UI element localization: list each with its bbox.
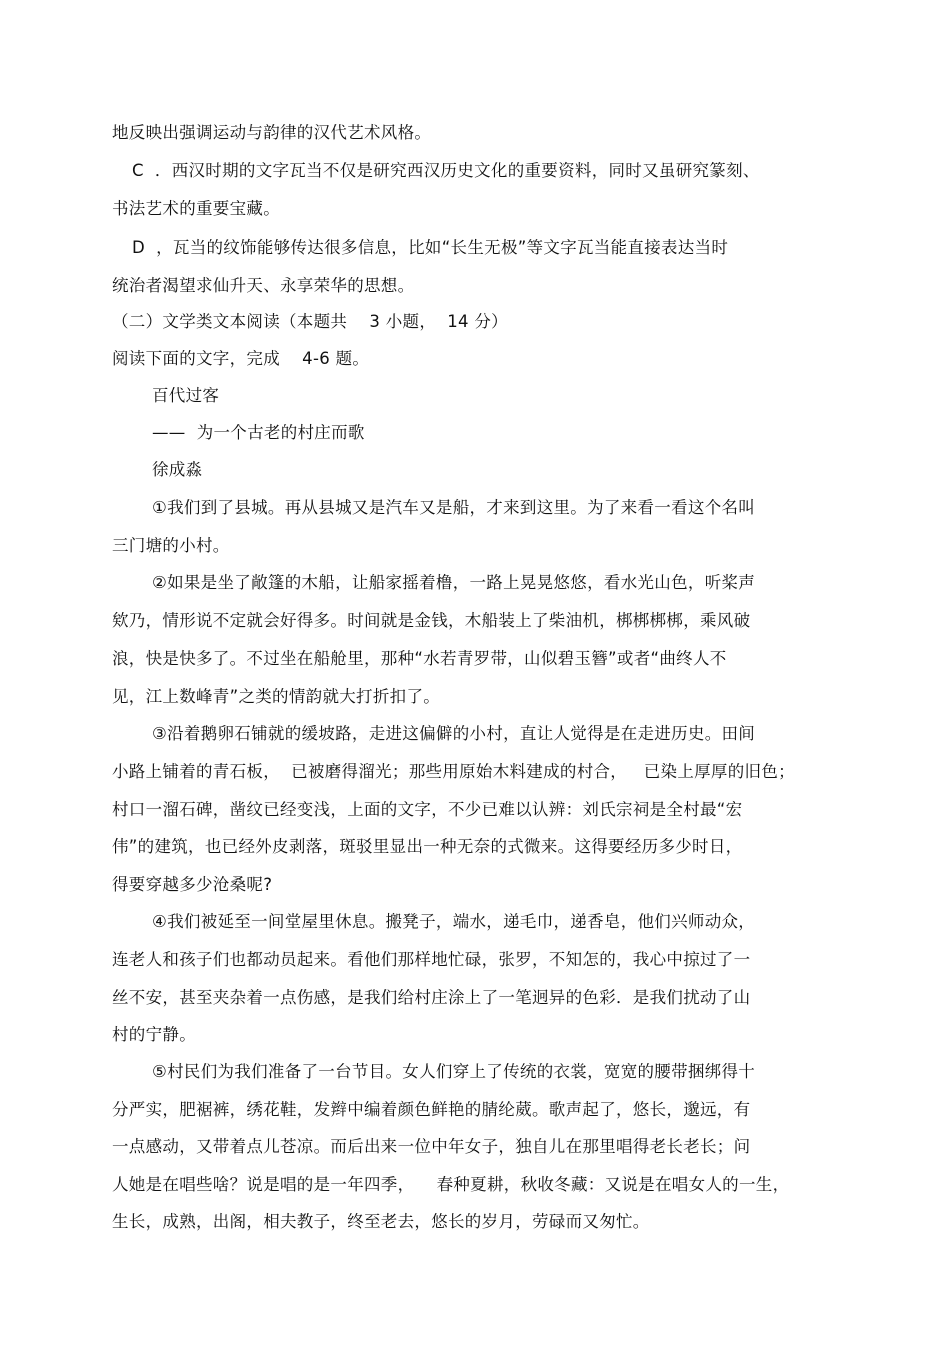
paragraph-line: 村口一溜石碑，凿纹已经变浅，上面的文字，不少已难以认辨：刘氏宗祠是全村最“宏	[112, 800, 743, 819]
paragraph-line: ④我们被延至一间堂屋里休息。搬凳子，端水，递毛巾，递香皂，他们兴师动众，	[152, 912, 756, 931]
article-subtitle: —— 为一个古老的村庄而歌	[152, 423, 365, 442]
paragraph-line: 三门塘的小村。	[112, 536, 230, 555]
article-author: 徐成淼	[152, 460, 203, 479]
text-line: 书法艺术的重要宝藏。	[112, 199, 280, 218]
paragraph-line: ②如果是坐了敞篷的木船，让船家摇着橹，一路上晃晃悠悠，看水光山色，听桨声	[152, 573, 756, 592]
paragraph-line: 浪，快是快多了。不过坐在船舱里，那种“水若青罗带，山似碧玉簪”或者“曲终人不	[112, 649, 727, 668]
paragraph-line: 生长，成熟，出阁，相夫教子，终至老去，悠长的岁月，劳碌而又匆忙。	[112, 1212, 650, 1231]
paragraph-line: 见，江上数峰青”之类的情韵就大打折扣了。	[112, 687, 441, 706]
paragraph-line: 小路上铺着的青石板， 已被磨得溜光；那些用原始木料建成的村合， 已染上厚厚的旧色；	[112, 762, 795, 781]
paragraph-line: ⑤村民们为我们准备了一台节目。女人们穿上了传统的衣裳，宽宽的腰带捆绑得十	[152, 1062, 756, 1081]
paragraph-line: ③沿着鹅卵石铺就的缓坡路，走进这偏僻的小村，直让人觉得是在走进历史。田间	[152, 724, 756, 743]
paragraph-line: 分严实，肥裾裤，绣花鞋，发辫中编着颜色鲜艳的腈纶葳。歌声起了，悠长，邈远，有	[112, 1100, 751, 1119]
paragraph-line: 伟”的建筑，也已经外皮剥落，斑驳里显出一种无奈的式微来。这得要经历多少时日，	[112, 837, 743, 856]
option-d-line: D ，瓦当的纹饰能够传达很多信息，比如“长生无极”等文字瓦当能直接表达当时	[132, 238, 729, 257]
option-c-line: C ．西汉时期的文字瓦当不仅是研究西汉历史文化的重要资料，同时又虽研究篆刻、	[132, 161, 760, 180]
paragraph-line: 连老人和孩子们也都动员起来。看他们那样地忙碌，张罗，不知怎的，我心中掠过了一	[112, 950, 751, 969]
paragraph-line: 丝不安，甚至夹杂着一点伤感，是我们给村庄涂上了一笔迥异的色彩．是我们扰动了山	[112, 988, 751, 1007]
paragraph-line: 得要穿越多少沧桑呢?	[112, 875, 273, 894]
text-line: 地反映出强调运动与韵律的汉代艺术风格。	[112, 123, 432, 142]
section-heading: （二）文学类文本阅读（本题共 3 小题， 14 分）	[112, 312, 508, 331]
paragraph-line: 人她是在唱些啥？说是唱的是一年四季， 春种夏耕，秋收冬藏：又说是在唱女人的一生，	[112, 1175, 790, 1194]
text-line: 统治者渴望求仙升天、永享荣华的思想。	[112, 276, 415, 295]
instruction-line: 阅读下面的文字，完成 4-6 题。	[112, 349, 370, 368]
paragraph-line: 村的宁静。	[112, 1025, 196, 1044]
paragraph-line: 一点感动，又带着点儿苍凉。而后出来一位中年女子，独自儿在那里唱得老长老长；问	[112, 1137, 751, 1156]
paragraph-line: 欸乃，情形说不定就会好得多。时间就是金钱，木船装上了柴油机，梆梆梆梆，乘风破	[112, 611, 751, 630]
article-title: 百代过客	[152, 386, 220, 405]
paragraph-line: ①我们到了县城。再从县城又是汽车又是船，才来到这里。为了来看一看这个名叫	[152, 498, 756, 517]
